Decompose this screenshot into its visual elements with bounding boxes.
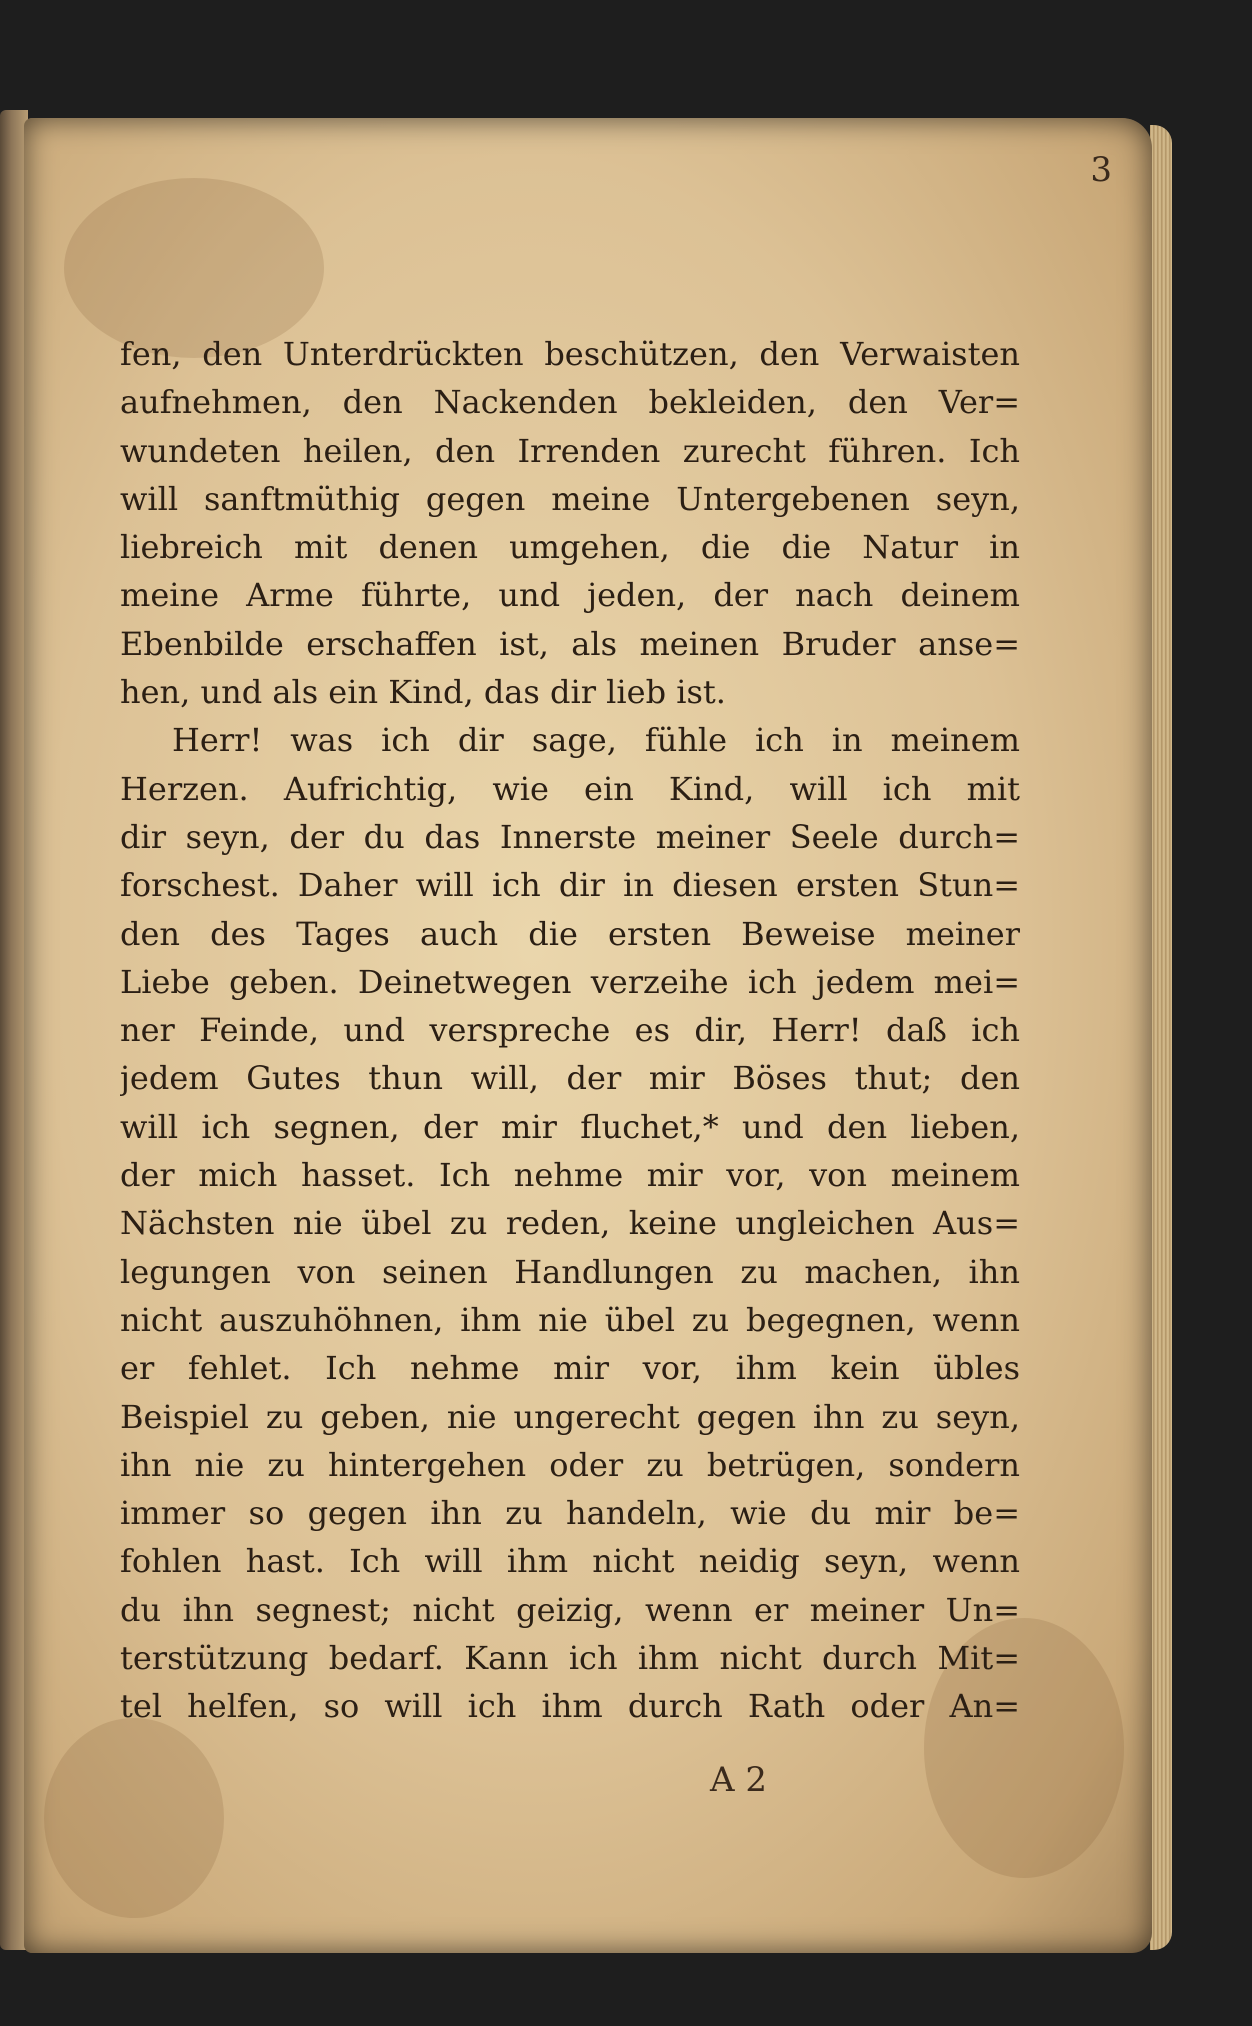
text-line: forschest. Daher will ich dir in diesen ersten Stun= — [120, 866, 1020, 905]
text-line: Ebenbilde erschaffen ist, als meinen Bruder anse= — [120, 624, 1020, 663]
text-line: immer so gegen ihn zu handeln, wie du mir be= — [120, 1494, 1020, 1533]
text-line: Herr! was ich dir sage, fühle ich in meinem — [172, 721, 1020, 760]
text-line: wundeten heilen, den Irrenden zurecht führen. Ich — [120, 431, 1020, 470]
text-line: Herzen. Aufrichtig, wie ein Kind, will ich mit — [120, 769, 1020, 808]
page-stack-edge — [1150, 125, 1172, 1950]
text-line: den des Tages auch die ersten Beweise meiner — [120, 914, 1020, 953]
text-line: will ich segnen, der mir fluchet,* und den lieben, — [120, 1107, 1020, 1146]
printer-signature: A 2 — [710, 1760, 767, 1800]
text-line: liebreich mit denen umgehen, die die Natur in — [120, 528, 1020, 567]
text-line: aufnehmen, den Nackenden bekleiden, den Ver= — [120, 383, 1020, 422]
text-line: der mich hasset. Ich nehme mir vor, von meinem — [120, 1156, 1020, 1195]
text-line: terstützung bedarf. Kann ich ihm nicht durch Mit= — [120, 1639, 1020, 1678]
page-number: 3 — [1090, 150, 1112, 190]
text-line: legungen von seinen Handlungen zu machen, ihn — [120, 1252, 1020, 1291]
text-line: fohlen hast. Ich will ihm nicht neidig seyn, wenn — [120, 1542, 1020, 1581]
text-line: ihn nie zu hintergehen oder zu betrügen, sondern — [120, 1445, 1020, 1484]
text-line: Liebe geben. Deinetwegen verzeihe ich jedem mei= — [120, 962, 1020, 1001]
text-line: tel helfen, so will ich ihm durch Rath oder An= — [120, 1687, 1020, 1726]
text-line: Nächsten nie übel zu reden, keine ungleichen Aus= — [120, 1204, 1020, 1243]
text-line: will sanftmüthig gegen meine Untergebenen seyn, — [120, 479, 1020, 518]
paper-stain — [44, 1718, 224, 1918]
text-line: jedem Gutes thun will, der mir Böses thut; den — [120, 1059, 1020, 1098]
text-line: nicht auszuhöhnen, ihm nie übel zu begegnen, wenn — [120, 1300, 1020, 1339]
text-line: du ihn segnest; nicht geizig, wenn er meiner Un= — [120, 1590, 1020, 1629]
text-line: fen, den Unterdrückten beschützen, den Verwaisten — [120, 335, 1020, 373]
text-line: dir seyn, der du das Innerste meiner Seele durch= — [120, 817, 1020, 856]
body-text — [120, 330, 1020, 1731]
text-line: ner Feinde, und verspreche es dir, Herr! daß ich — [120, 1011, 1020, 1050]
text-line: Beispiel zu geben, nie ungerecht gegen ihn zu seyn, — [120, 1397, 1020, 1436]
text-line: hen, und als ein Kind, das dir lieb ist. — [120, 673, 726, 712]
text-line: meine Arme führte, und jeden, der nach deinem — [120, 576, 1020, 615]
text-line: er fehlet. Ich nehme mir vor, ihm kein übles — [120, 1349, 1020, 1388]
